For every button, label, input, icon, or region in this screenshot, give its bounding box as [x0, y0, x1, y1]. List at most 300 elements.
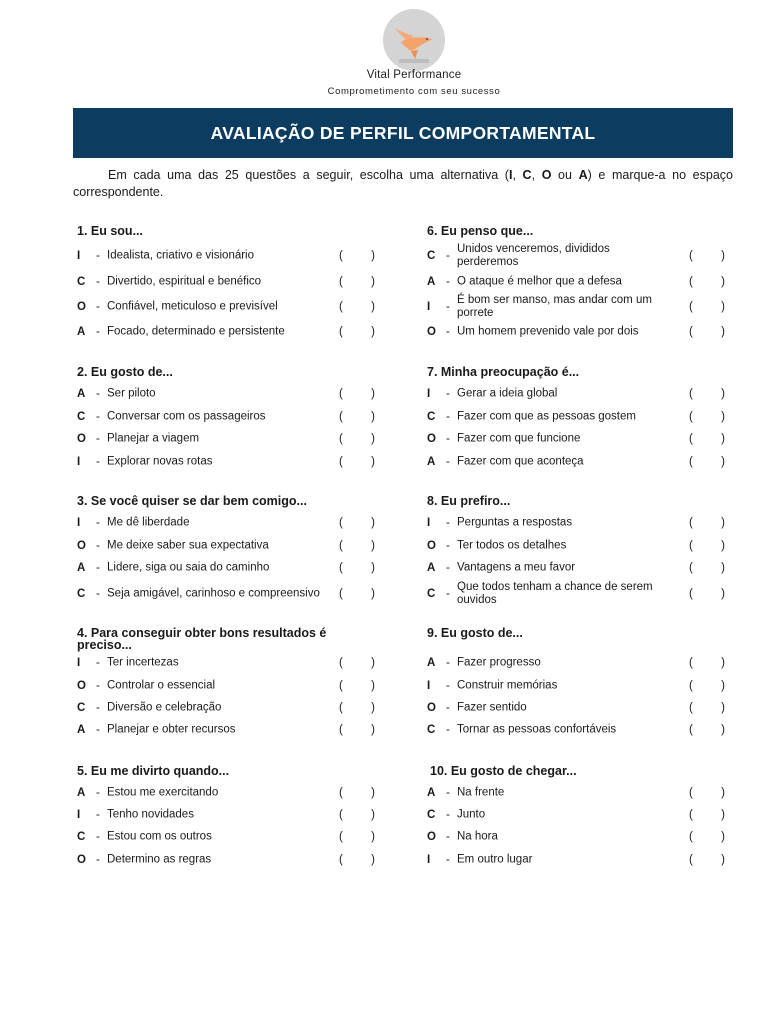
option-text: Gerar a ideia global — [457, 387, 558, 400]
option-letter: A — [427, 456, 436, 468]
answer-paren-open: ( — [339, 540, 343, 552]
option-dash: - — [446, 388, 450, 400]
question-4 — [77, 626, 407, 736]
answer-checkbox[interactable] — [689, 724, 725, 736]
option-letter: I — [427, 517, 431, 529]
option-letter: A — [427, 657, 436, 669]
option-dash: - — [96, 276, 100, 288]
answer-paren-open: ( — [339, 250, 343, 262]
answer-checkbox[interactable] — [339, 540, 375, 552]
answer-paren-open: ( — [689, 657, 693, 669]
answer-checkbox[interactable] — [339, 657, 375, 669]
answer-paren-open: ( — [339, 301, 343, 313]
question-title: 8. Eu prefiro... — [427, 494, 511, 508]
option-dash: - — [446, 433, 450, 445]
option-text: Determino as regras — [107, 853, 212, 866]
answer-paren-close: ) — [371, 301, 375, 313]
option-text: Planejar e obter recursos — [107, 723, 236, 736]
answer-paren-close: ) — [371, 411, 375, 423]
option-text: Confiável, meticuloso e previsível — [107, 300, 278, 313]
option-text: Fazer progresso — [457, 656, 541, 669]
option-row — [77, 245, 407, 267]
intro-text-after: ) e marque-a no espaço correspondente. — [73, 168, 733, 199]
option-letter: O — [77, 433, 86, 445]
option-dash: - — [96, 680, 100, 692]
intro-sep: , — [512, 168, 523, 182]
option-text: Unidos venceremos, divididos perderemos — [457, 243, 610, 268]
question-10 — [427, 764, 760, 866]
answer-paren-open: ( — [689, 540, 693, 552]
brand-tagline: Comprometimento com seu sucesso — [327, 86, 501, 97]
answer-checkbox[interactable] — [339, 250, 375, 262]
answer-checkbox[interactable] — [339, 787, 375, 799]
option-row — [427, 406, 757, 428]
answer-paren-open: ( — [689, 411, 693, 423]
option-row — [77, 512, 407, 534]
option-row — [427, 804, 757, 826]
option-text: Fazer com que as pessoas gostem — [457, 410, 636, 423]
answer-checkbox[interactable] — [339, 854, 375, 866]
option-text: Fazer com que aconteça — [457, 455, 584, 468]
answer-checkbox[interactable] — [689, 411, 725, 423]
answer-paren-close: ) — [371, 540, 375, 552]
option-text: Um homem prevenido vale por dois — [457, 325, 639, 338]
intro-letter: O — [541, 168, 552, 182]
option-text: Perguntas a respostas — [457, 516, 573, 529]
option-letter: I — [427, 388, 431, 400]
answer-paren-open: ( — [339, 724, 343, 736]
question-title: 4. Para conseguir obter bons resultados é preciso... — [77, 626, 327, 652]
answer-checkbox[interactable] — [339, 831, 375, 843]
answer-paren-close: ) — [371, 831, 375, 843]
answer-checkbox[interactable] — [339, 456, 375, 468]
answer-paren-close: ) — [721, 562, 725, 574]
option-text: Divertido, espiritual e benéfico — [107, 275, 262, 288]
question-title: 2. Eu gosto de... — [77, 365, 173, 379]
page-title-text: AVALIAÇÃO DE PERFIL COMPORTAMENTAL — [210, 122, 596, 143]
option-dash: - — [446, 301, 450, 313]
option-row — [77, 557, 407, 579]
option-letter: I — [427, 301, 431, 313]
intro-letter: A — [578, 168, 588, 182]
option-text: Na hora — [457, 830, 498, 843]
option-row — [427, 245, 757, 267]
option-dash: - — [96, 326, 100, 338]
option-dash: - — [446, 831, 450, 843]
answer-paren-open: ( — [689, 326, 693, 338]
option-row — [427, 296, 757, 318]
option-text: Fazer com que funcione — [457, 432, 581, 445]
answer-checkbox[interactable] — [689, 809, 725, 821]
option-letter: A — [427, 562, 436, 574]
answer-paren-open: ( — [339, 433, 343, 445]
option-dash: - — [446, 657, 450, 669]
option-row — [427, 826, 757, 848]
option-letter: C — [77, 276, 86, 288]
option-letter: I — [77, 250, 81, 262]
option-letter: A — [427, 787, 436, 799]
question-title: 10. Eu gosto de chegar... — [430, 764, 577, 778]
option-letter: O — [427, 540, 436, 552]
option-dash: - — [446, 787, 450, 799]
answer-paren-close: ) — [721, 702, 725, 714]
option-dash: - — [96, 301, 100, 313]
option-row — [77, 583, 407, 605]
answer-checkbox[interactable] — [339, 588, 375, 600]
answer-checkbox[interactable] — [689, 854, 725, 866]
answer-paren-open: ( — [339, 854, 343, 866]
question-2 — [77, 365, 407, 468]
option-row — [427, 512, 757, 534]
option-dash: - — [96, 250, 100, 262]
option-dash: - — [96, 854, 100, 866]
option-text: Explorar novas rotas — [107, 455, 213, 468]
option-letter: I — [427, 854, 431, 866]
option-row — [427, 535, 757, 557]
option-letter: O — [427, 831, 436, 843]
answer-paren-open: ( — [689, 562, 693, 574]
answer-checkbox[interactable] — [689, 517, 725, 529]
answer-checkbox[interactable] — [689, 276, 725, 288]
answer-checkbox[interactable] — [689, 456, 725, 468]
option-text: Fazer sentido — [457, 701, 527, 714]
option-text: O ataque é melhor que a defesa — [457, 275, 622, 288]
option-row — [427, 652, 757, 674]
option-dash: - — [96, 517, 100, 529]
option-letter: C — [77, 702, 86, 714]
answer-paren-open: ( — [689, 680, 693, 692]
answer-paren-close: ) — [721, 787, 725, 799]
option-text: Em outro lugar — [457, 853, 533, 866]
option-row — [77, 652, 407, 674]
option-dash: - — [96, 456, 100, 468]
answer-paren-close: ) — [721, 276, 725, 288]
option-text: Idealista, criativo e visionário — [107, 249, 255, 262]
answer-paren-open: ( — [689, 831, 693, 843]
option-row — [427, 675, 757, 697]
option-letter: O — [427, 326, 436, 338]
answer-paren-close: ) — [721, 517, 725, 529]
answer-paren-open: ( — [339, 411, 343, 423]
answer-paren-close: ) — [371, 702, 375, 714]
question-title: 9. Eu gosto de... — [427, 626, 523, 640]
answer-paren-open: ( — [689, 588, 693, 600]
option-letter: I — [77, 809, 81, 821]
answer-paren-close: ) — [371, 562, 375, 574]
option-text: Construir memórias — [457, 679, 558, 692]
answer-paren-open: ( — [339, 326, 343, 338]
answer-checkbox[interactable] — [689, 562, 725, 574]
option-letter: C — [427, 411, 436, 423]
answer-paren-close: ) — [721, 301, 725, 313]
option-row — [427, 451, 757, 473]
question-3 — [77, 494, 407, 600]
option-dash: - — [96, 588, 100, 600]
answer-paren-open: ( — [339, 680, 343, 692]
option-row — [427, 849, 757, 871]
option-dash: - — [96, 433, 100, 445]
option-dash: - — [446, 724, 450, 736]
option-dash: - — [446, 276, 450, 288]
answer-paren-close: ) — [371, 809, 375, 821]
answer-paren-open: ( — [339, 276, 343, 288]
option-text: Ser piloto — [107, 387, 156, 400]
answer-paren-open: ( — [339, 588, 343, 600]
answer-paren-open: ( — [689, 250, 693, 262]
answer-paren-open: ( — [689, 433, 693, 445]
option-text: Seja amigável, carinhoso e compreensivo — [107, 587, 320, 600]
answer-paren-close: ) — [371, 517, 375, 529]
answer-paren-open: ( — [689, 301, 693, 313]
option-text: Me deixe saber sua expectativa — [107, 539, 269, 552]
answer-paren-open: ( — [689, 787, 693, 799]
answer-paren-open: ( — [339, 702, 343, 714]
option-row — [427, 557, 757, 579]
answer-paren-close: ) — [371, 680, 375, 692]
answer-checkbox[interactable] — [339, 411, 375, 423]
option-text: Conversar com os passageiros — [107, 410, 266, 423]
option-text: Tenho novidades — [107, 808, 194, 821]
option-row — [77, 428, 407, 450]
option-dash: - — [446, 456, 450, 468]
option-row — [77, 697, 407, 719]
option-row — [427, 697, 757, 719]
option-dash: - — [96, 411, 100, 423]
brand-name: Vital Performance — [366, 69, 462, 81]
answer-paren-open: ( — [339, 809, 343, 821]
answer-checkbox[interactable] — [689, 301, 725, 313]
answer-paren-open: ( — [689, 456, 693, 468]
answer-paren-close: ) — [721, 724, 725, 736]
option-text: É bom ser manso, mas andar com um porrete — [457, 294, 652, 319]
option-row — [77, 675, 407, 697]
option-letter: C — [427, 724, 436, 736]
option-dash: - — [446, 702, 450, 714]
question-9 — [427, 626, 757, 736]
answer-checkbox[interactable] — [339, 702, 375, 714]
answer-paren-close: ) — [721, 588, 725, 600]
answer-paren-close: ) — [371, 326, 375, 338]
option-letter: A — [77, 562, 86, 574]
answer-paren-open: ( — [339, 562, 343, 574]
answer-checkbox[interactable] — [339, 724, 375, 736]
option-dash: - — [96, 657, 100, 669]
answer-checkbox[interactable] — [339, 517, 375, 529]
answer-paren-close: ) — [371, 276, 375, 288]
answer-paren-open: ( — [689, 388, 693, 400]
option-row — [427, 383, 757, 405]
option-row — [77, 296, 407, 318]
answer-checkbox[interactable] — [689, 657, 725, 669]
option-row — [77, 271, 407, 293]
option-text: Controlar o essencial — [107, 679, 216, 692]
option-letter: C — [427, 809, 436, 821]
intro-sep: ou — [551, 168, 579, 182]
question-title: 3. Se você quiser se dar bem comigo... — [77, 494, 307, 508]
answer-paren-close: ) — [721, 831, 725, 843]
option-text: Focado, determinado e persistente — [107, 325, 285, 338]
question-title: 1. Eu sou... — [77, 224, 143, 238]
option-text: Junto — [457, 808, 486, 821]
option-row — [77, 826, 407, 848]
option-text: Vantagens a meu favor — [457, 561, 576, 574]
answer-checkbox[interactable] — [339, 326, 375, 338]
option-row — [77, 782, 407, 804]
answer-checkbox[interactable] — [339, 276, 375, 288]
option-dash: - — [446, 411, 450, 423]
option-row — [77, 321, 407, 343]
answer-paren-close: ) — [371, 388, 375, 400]
option-letter: O — [77, 854, 86, 866]
answer-paren-open: ( — [689, 724, 693, 736]
answer-paren-close: ) — [371, 854, 375, 866]
answer-paren-close: ) — [371, 787, 375, 799]
option-letter: A — [77, 388, 86, 400]
option-letter: A — [77, 326, 86, 338]
option-dash: - — [446, 562, 450, 574]
option-text: Ter incertezas — [107, 656, 179, 669]
option-row — [427, 583, 757, 605]
answer-paren-open: ( — [339, 657, 343, 669]
option-text: Tornar as pessoas confortáveis — [457, 723, 617, 736]
option-row — [427, 782, 757, 804]
option-letter: O — [427, 433, 436, 445]
answer-paren-close: ) — [371, 724, 375, 736]
answer-paren-close: ) — [371, 657, 375, 669]
question-title: 6. Eu penso que... — [427, 224, 534, 238]
option-row — [427, 719, 757, 741]
answer-checkbox[interactable] — [689, 702, 725, 714]
option-text: Planejar a viagem — [107, 432, 200, 445]
answer-paren-close: ) — [721, 250, 725, 262]
option-dash: - — [96, 702, 100, 714]
option-letter: I — [77, 456, 81, 468]
intro-letter: C — [522, 168, 532, 182]
option-letter: C — [427, 588, 436, 600]
option-row — [77, 383, 407, 405]
answer-checkbox[interactable] — [339, 562, 375, 574]
answer-checkbox[interactable] — [689, 588, 725, 600]
answer-paren-close: ) — [371, 250, 375, 262]
answer-paren-close: ) — [721, 680, 725, 692]
answer-paren-close: ) — [721, 388, 725, 400]
option-dash: - — [96, 540, 100, 552]
answer-paren-open: ( — [339, 456, 343, 468]
answer-checkbox[interactable] — [339, 433, 375, 445]
option-dash: - — [446, 250, 450, 262]
question-6 — [427, 224, 757, 338]
answer-checkbox[interactable] — [689, 388, 725, 400]
option-text: Que todos tenham a chance de serem ouvidos — [457, 581, 653, 606]
answer-checkbox[interactable] — [689, 433, 725, 445]
option-row — [427, 271, 757, 293]
intro-paragraph — [73, 167, 733, 201]
option-text: Estou me exercitando — [107, 786, 219, 799]
option-dash: - — [96, 388, 100, 400]
question-1 — [77, 224, 407, 338]
option-row — [77, 406, 407, 428]
answer-paren-open: ( — [689, 702, 693, 714]
question-7 — [427, 365, 757, 468]
page-title — [73, 108, 733, 158]
answer-checkbox[interactable] — [689, 787, 725, 799]
answer-paren-open: ( — [689, 517, 693, 529]
question-title: 7. Minha preocupação é... — [427, 365, 580, 379]
answer-checkbox[interactable] — [339, 680, 375, 692]
answer-paren-open: ( — [339, 831, 343, 843]
option-row — [77, 719, 407, 741]
option-letter: I — [77, 657, 81, 669]
answer-checkbox[interactable] — [689, 680, 725, 692]
answer-checkbox[interactable] — [689, 326, 725, 338]
answer-checkbox[interactable] — [339, 809, 375, 821]
answer-paren-close: ) — [721, 540, 725, 552]
option-dash: - — [446, 540, 450, 552]
option-row — [77, 849, 407, 871]
option-dash: - — [446, 517, 450, 529]
option-dash: - — [96, 831, 100, 843]
answer-paren-close: ) — [371, 433, 375, 445]
option-letter: O — [77, 301, 86, 313]
option-letter: C — [77, 411, 86, 423]
question-title: 5. Eu me divirto quando... — [77, 764, 230, 778]
option-text: Na frente — [457, 786, 505, 799]
option-letter: O — [427, 702, 436, 714]
option-letter: I — [427, 680, 431, 692]
answer-paren-close: ) — [721, 411, 725, 423]
answer-paren-close: ) — [721, 433, 725, 445]
option-letter: O — [77, 680, 86, 692]
answer-paren-close: ) — [721, 657, 725, 669]
option-dash: - — [446, 854, 450, 866]
option-letter: A — [77, 787, 86, 799]
bird-logo-icon — [383, 9, 445, 71]
option-letter: A — [427, 276, 436, 288]
answer-paren-open: ( — [339, 388, 343, 400]
intro-sep: , — [531, 168, 542, 182]
answer-checkbox[interactable] — [689, 831, 725, 843]
option-letter: A — [77, 724, 86, 736]
answer-paren-open: ( — [339, 517, 343, 529]
answer-checkbox[interactable] — [689, 540, 725, 552]
option-row — [427, 428, 757, 450]
answer-paren-open: ( — [689, 854, 693, 866]
option-letter: C — [77, 831, 86, 843]
option-dash: - — [446, 588, 450, 600]
option-text: Me dê liberdade — [107, 516, 190, 529]
option-row — [77, 804, 407, 826]
option-dash: - — [446, 680, 450, 692]
answer-checkbox[interactable] — [689, 250, 725, 262]
option-letter: O — [77, 540, 86, 552]
option-row — [77, 535, 407, 557]
answer-checkbox[interactable] — [339, 388, 375, 400]
option-dash: - — [96, 809, 100, 821]
option-text: Diversão e celebração — [107, 701, 222, 714]
option-letter: C — [427, 250, 436, 262]
answer-paren-close: ) — [371, 588, 375, 600]
option-dash: - — [96, 724, 100, 736]
answer-checkbox[interactable] — [339, 301, 375, 313]
intro-text-before: Em cada uma das 25 questões a seguir, escolha uma alternativa ( — [108, 168, 509, 182]
answer-paren-close: ) — [721, 809, 725, 821]
question-8 — [427, 494, 757, 606]
option-text: Estou com os outros — [107, 830, 212, 843]
answer-paren-open: ( — [689, 809, 693, 821]
option-dash: - — [96, 787, 100, 799]
option-row — [77, 451, 407, 473]
answer-paren-close: ) — [721, 456, 725, 468]
